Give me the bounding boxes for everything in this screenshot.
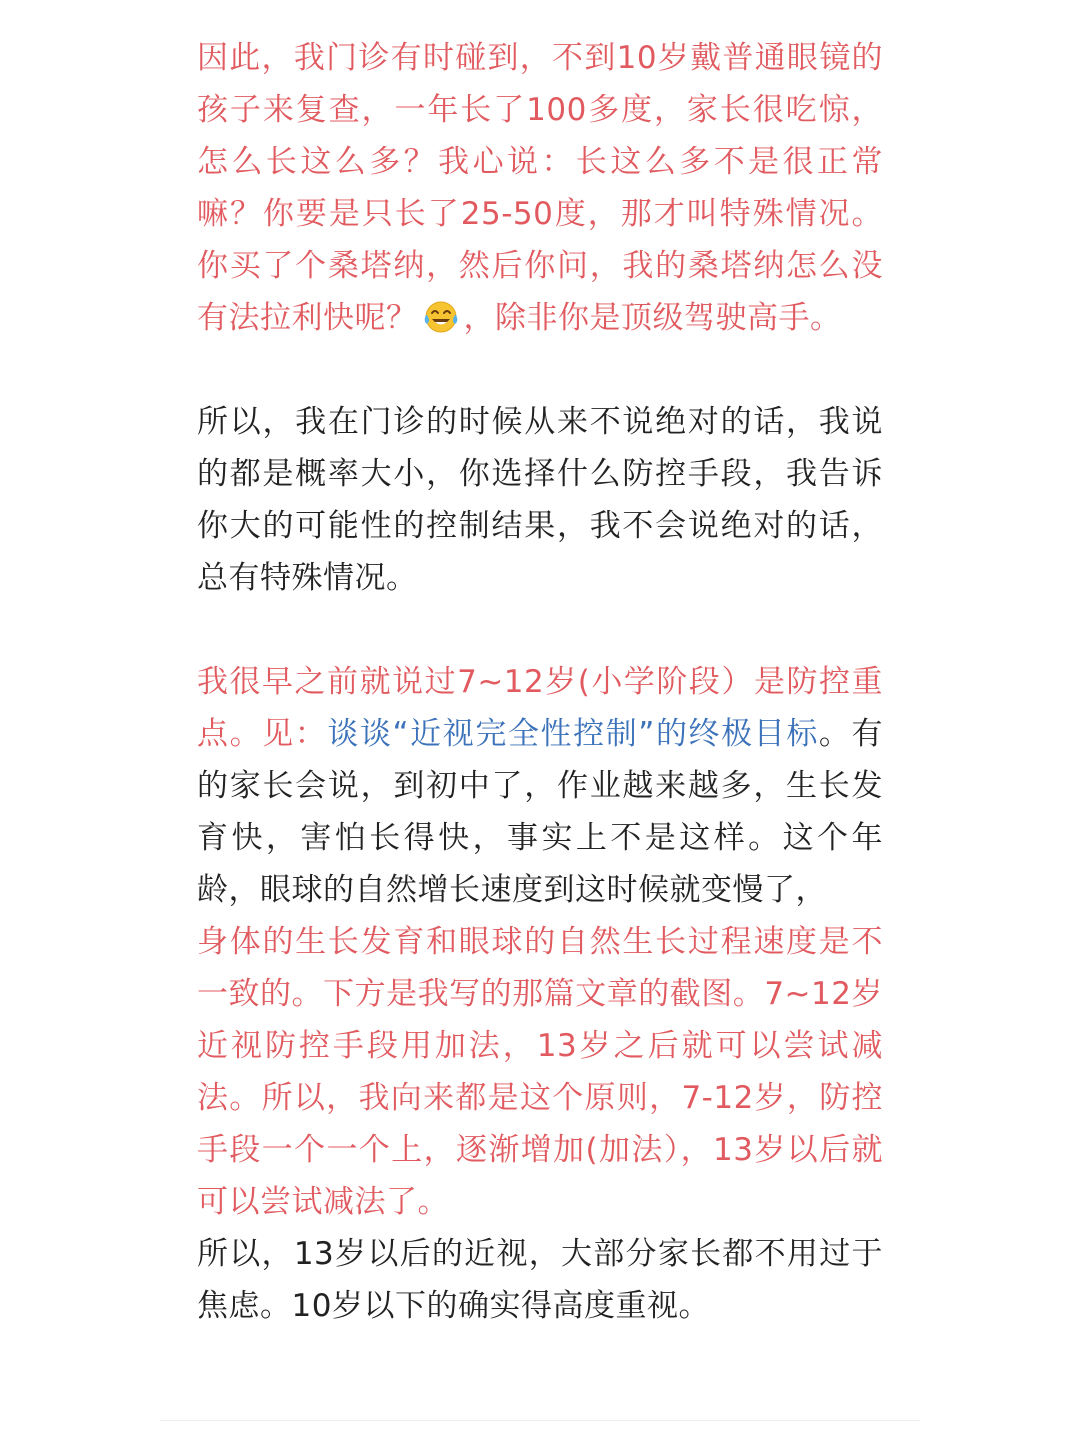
red-emphasis-text: 身体的生长发育和眼球的自然生长过程速度是不一致的。下方是我写的那篇文章的截图。7~12岁近视防控手段用加法，13岁之后就可以尝试减法。所以，我向来都是这个原则，7-12岁，防控手段一个一个上，逐渐增加(加法），13岁以后就可以尝试减法了。 [197, 924, 883, 1220]
paragraph-gap [197, 604, 883, 656]
paragraph-gap [197, 344, 883, 396]
laughing-tears-emoji-icon [422, 298, 460, 332]
paragraph-probability [197, 396, 883, 604]
bottom-divider [160, 1420, 920, 1421]
paragraph-age-stages [197, 656, 883, 1332]
dark-closing-text: 所以，13岁以后的近视，大部分家长都不用过于焦虑。10岁以下的确实得高度重视。 [197, 1236, 883, 1324]
article-link[interactable]: 谈谈“近视完全性控制”的终极目标 [327, 716, 819, 752]
article-body [197, 32, 883, 1332]
paragraph-myopia-growth [197, 32, 883, 344]
paragraph-text: 所以，我在门诊的时候从来不说绝对的话，我说的都是概率大小，你选择什么防控手段，我告诉你大的可能性的控制结果，我不会说绝对的话，总有特殊情况。 [197, 404, 883, 596]
red-lead-text: 我很早之前就说过7~12岁(小学阶段）是防控重点。见： [197, 664, 883, 752]
paragraph-text: 因此，我门诊有时碰到，不到10岁戴普通眼镜的孩子来复查，一年长了100多度，家长很吃惊，怎么长这么多？我心说：长这么多不是很正常嘛？你要是只长了25-50度，那才叫特殊情况。你买了个桑塔纳，然后你问，我的桑塔纳怎么没有法拉利快呢？ [197, 40, 883, 336]
paragraph-text-end: ，除非你是顶级驾驶高手。 [463, 300, 842, 336]
dark-body-text: 。有的家长会说，到初中了，作业越来越多，生长发育快，害怕长得快，事实上不是这样。这个年龄，眼球的自然增长速度到这时候就变慢了， [197, 716, 884, 908]
